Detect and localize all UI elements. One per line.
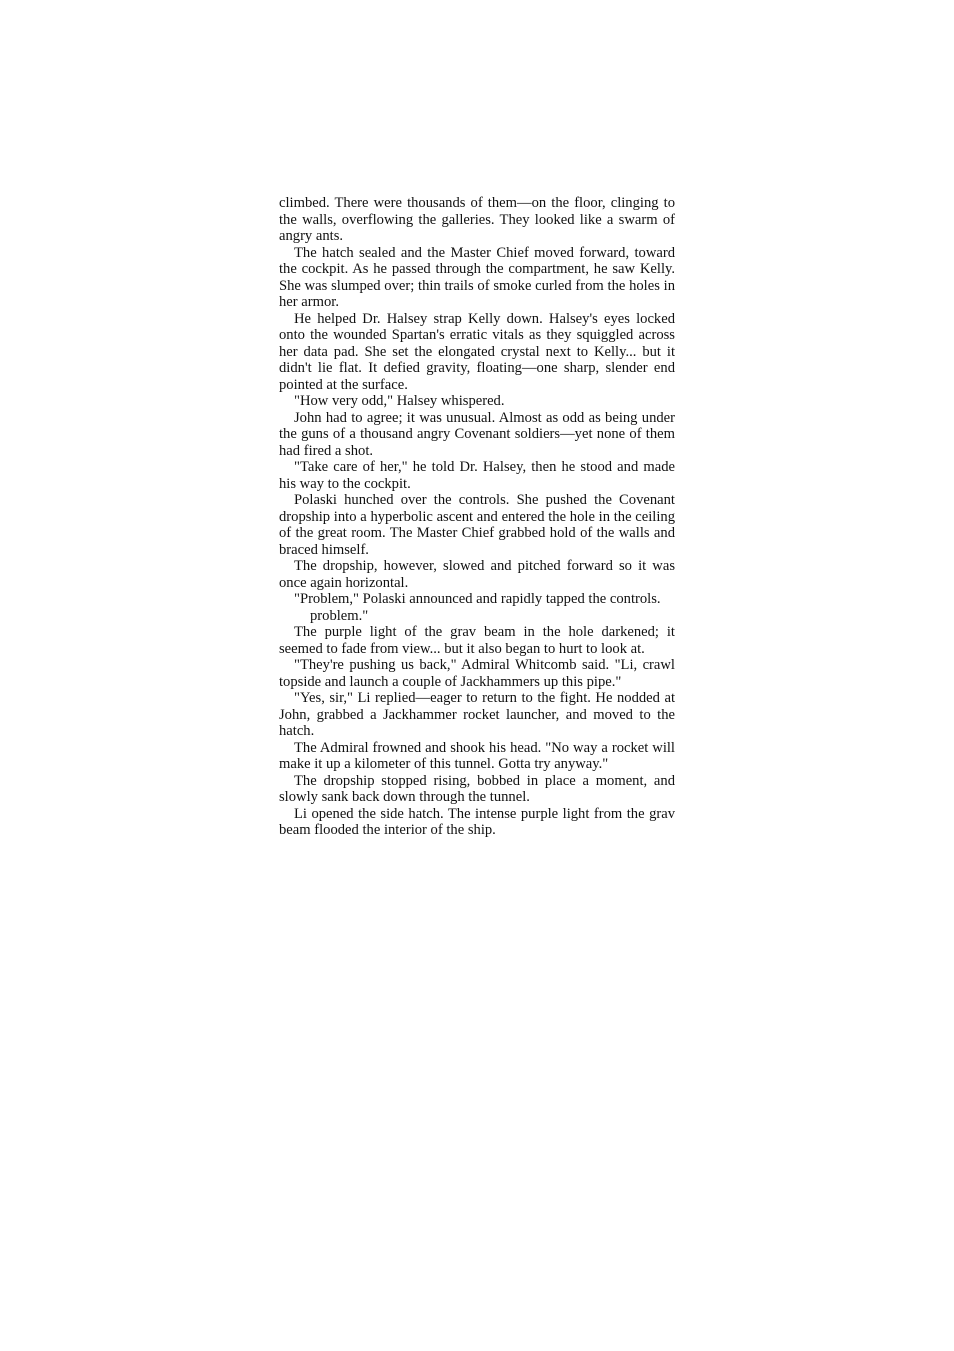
book-page	[279, 195, 675, 839]
paragraph-9	[279, 591, 675, 624]
paragraph-15: Li opened the side hatch. The intense purple light from the grav beam flooded the interior of the ship.	[279, 805, 675, 838]
paragraph-1: climbed. There were thousands of them—on the floor, clinging to the walls, overflowing the galleries. They looked like a swarm of angry ants.	[279, 195, 675, 244]
paragraph-12: "Yes, sir," Li replied—eager to return to the fight. He nodded at John, grabbed a Jackhammer rocket launcher, and moved to the hatch.	[279, 690, 675, 739]
paragraph-11: "They're pushing us back," Admiral Whitcomb said. "Li, crawl topside and launch a couple of Jackhammers up this pipe."	[279, 657, 675, 690]
paragraph-4: "How very odd," Halsey whispered.	[294, 393, 505, 409]
paragraph-3: He helped Dr. Halsey strap Kelly down. Halsey's eyes locked onto the wounded Spartan's erratic vitals as they squiggled across her data pad. She set the elongated crystal next to Kelly... but it didn't lie flat. It defied gravity, floating—one sharp, slender end pointed at the surface.	[279, 310, 675, 393]
paragraph-9-line-2: problem."	[310, 607, 369, 624]
paragraph-9-line-1: "Problem," Polaski announced and rapidly tapped the controls.	[294, 591, 661, 607]
paragraph-10: The purple light of the grav beam in the hole darkened; it seemed to fade from view... but it also began to hurt to look at.	[279, 624, 675, 657]
paragraph-13: The Admiral frowned and shook his head. "No way a rocket will make it up a kilometer of this tunnel. Gotta try anyway."	[279, 739, 675, 772]
paragraph-8: The dropship, however, slowed and pitched forward so it was once again horizontal.	[279, 558, 675, 591]
paragraph-6: "Take care of her," he told Dr. Halsey, then he stood and made his way to the cockpit.	[279, 459, 675, 492]
paragraph-14: The dropship stopped rising, bobbed in place a moment, and slowly sank back down through the tunnel.	[279, 772, 675, 805]
paragraph-5: John had to agree; it was unusual. Almost as odd as being under the guns of a thousand angry Covenant soldiers—yet none of them had fired a shot.	[279, 409, 675, 459]
paragraph-7: Polaski hunched over the controls. She pushed the Covenant dropship into a hyperbolic ascent and entered the hole in the ceiling of the great room. The Master Chief grabbed hold of the walls and braced himself.	[279, 492, 675, 558]
paragraph-2: The hatch sealed and the Master Chief moved forward, toward the cockpit. As he passed through the compartment, he saw Kelly. She was slumped over; thin trails of smoke curled from the holes in her armor.	[279, 244, 675, 310]
